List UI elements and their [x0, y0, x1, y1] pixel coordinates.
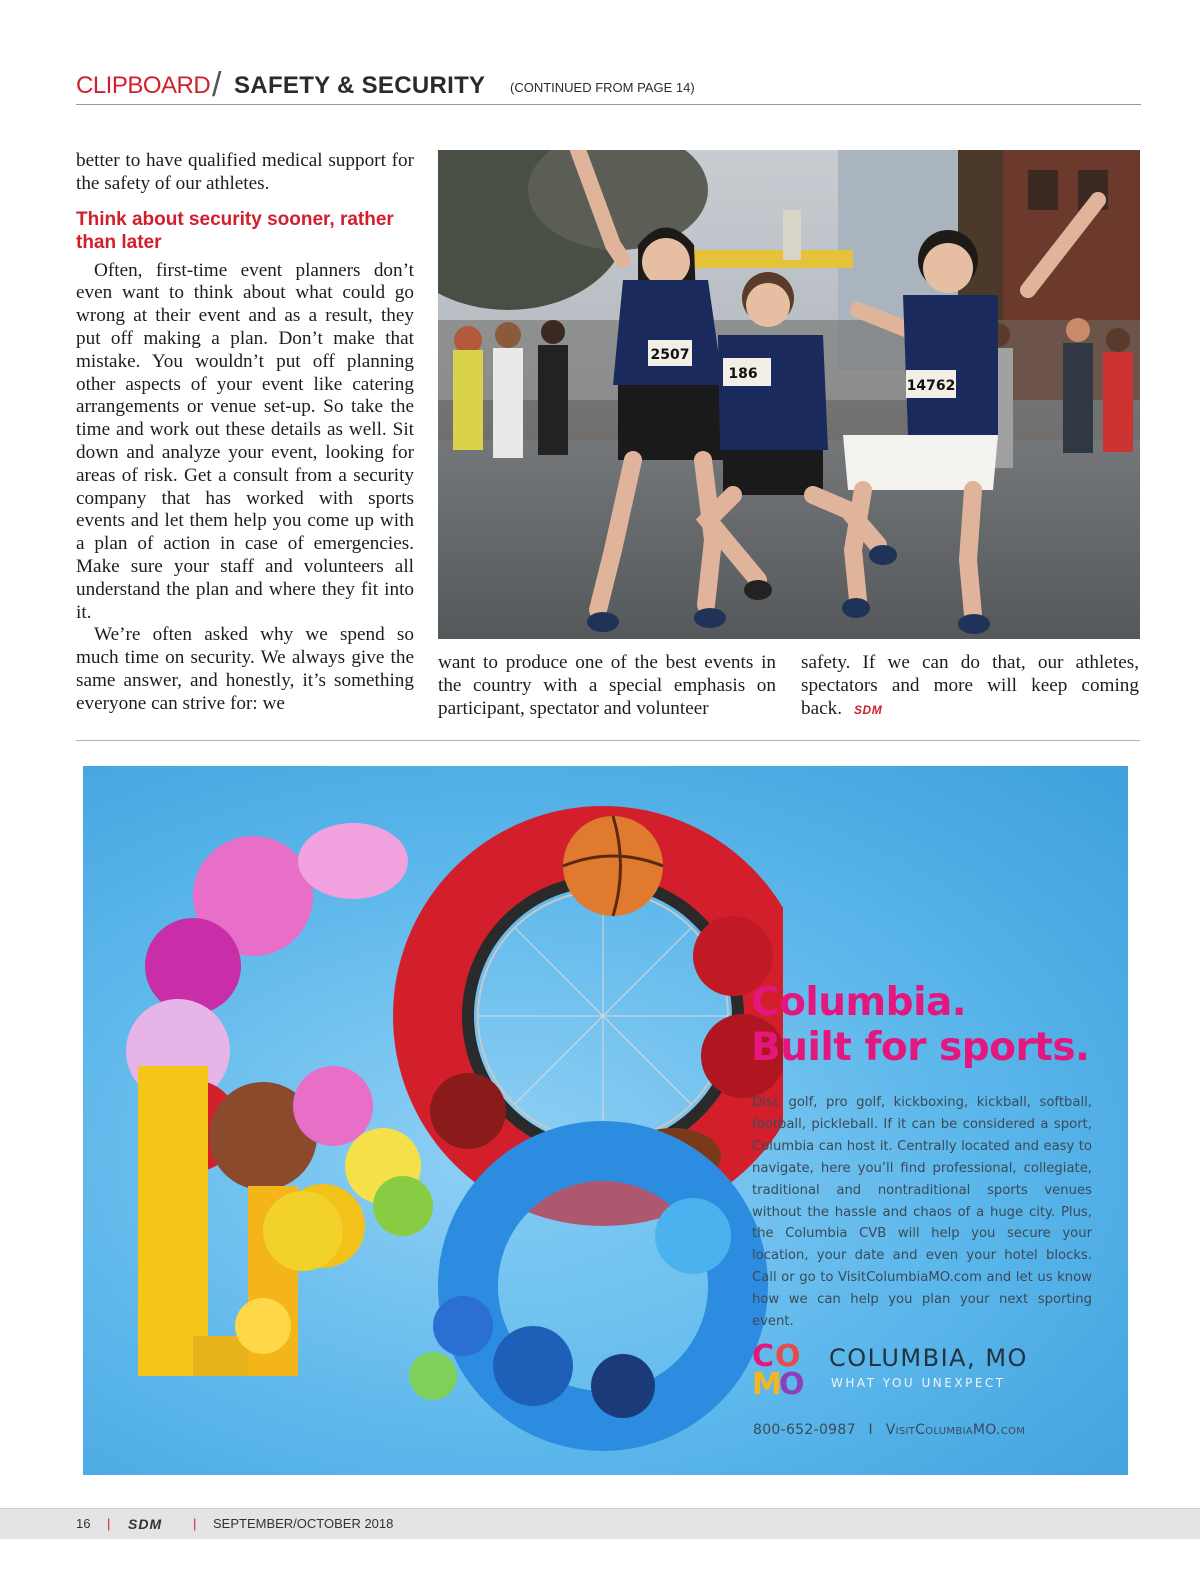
article-subhead: Think about security sooner, rather than later: [76, 208, 394, 253]
article-paragraph: want to produce one of the best events in the country with a special emphasis on participant, spectator and volunteer: [438, 652, 776, 719]
ad-body-copy: Disc golf, pro golf, kickboxing, kickball, softball, football, pickleball. If it can be considered a sport, Columbia can host it. Centrally located and easy to navigate, here you’ll find professional, collegiate, traditional and nontraditional sports venues without the hassle and chaos of a huge city. Plus, the Columbia CVB will help you secure your location, your date and even your hotel blocks. Call or go to VisitColumbiaMO.com and let us know how we can help you plan your next sporting event.: [752, 1095, 1092, 1330]
ad-city-name: COLUMBIA, MO: [829, 1344, 1028, 1372]
logo-letter: O: [775, 1339, 801, 1374]
ad-tagline: WHAT YOU UNEXPECT: [831, 1376, 1006, 1390]
issue-date: SEPTEMBER/OCTOBER 2018: [213, 1516, 394, 1531]
section-title: SAFETY & SECURITY: [234, 72, 486, 99]
ad-title-line: Columbia.: [751, 980, 967, 1025]
logo-letter: O: [779, 1367, 805, 1398]
section-divider: [76, 740, 1140, 741]
ad-title-line: Built for sports.: [751, 1025, 1090, 1070]
columbia-advertisement: [83, 766, 1128, 1475]
article-paragraph: We’re often asked why we spend so much time on security. We always give the same answer, and honestly, it’s something everyone can strive for: we: [76, 624, 414, 714]
bib-number: 186: [728, 366, 758, 382]
page-footer: [0, 1508, 1200, 1539]
ad-website-link[interactable]: VisitColumbiaMO.com: [885, 1422, 1026, 1438]
magazine-name: SDM: [128, 1516, 163, 1532]
article-column-2: [438, 652, 776, 720]
page-number: 16: [76, 1516, 91, 1531]
logo-letter: C: [752, 1339, 775, 1374]
ad-title: [751, 980, 1089, 1070]
footer-separator: |: [107, 1516, 111, 1531]
bib-number: 14762: [906, 378, 956, 394]
header-divider: /: [212, 66, 222, 104]
article-paragraph: safety. If we can do that, our athletes, spectators and more will keep coming back.: [801, 652, 1139, 719]
section-label: CLIPBOARD: [76, 72, 211, 99]
logo-letter: M: [752, 1367, 782, 1398]
ad-phone: 800-652-0987: [753, 1422, 856, 1438]
article-column-3: [801, 652, 1139, 721]
footer-separator: |: [193, 1516, 197, 1531]
go-mo-sports-art: [83, 766, 783, 1475]
article-paragraph: Often, first-time event planners don’t even want to think about what could go wrong at their event and as a result, they put off making a plan. Don’t make that mistake. You wouldn’t put off planning other aspects of your event like catering arrangements or venue set-up. So take the time and work out these details as well. Sit down and analyze your event, looking for areas of risk. Get a consult from a security company that has worked with sports events and let them help you come up with a plan of action in case of emergencies. Make sure your staff and volunteers all understand the plan and where they fit into it.: [76, 259, 414, 623]
continued-note: (CONTINUED FROM PAGE 14): [510, 80, 695, 95]
article-paragraph: better to have qualified medical support for the safety of our athletes.: [76, 150, 414, 194]
article-column-1: [76, 150, 414, 716]
como-logo: [751, 1338, 815, 1398]
contact-separator: I: [868, 1422, 873, 1438]
bib-number: 2507: [650, 347, 690, 363]
page-header: [76, 66, 1141, 105]
ad-contact: [753, 1422, 1025, 1438]
end-mark: SDM: [854, 702, 883, 717]
marathon-photo: [438, 150, 1140, 639]
